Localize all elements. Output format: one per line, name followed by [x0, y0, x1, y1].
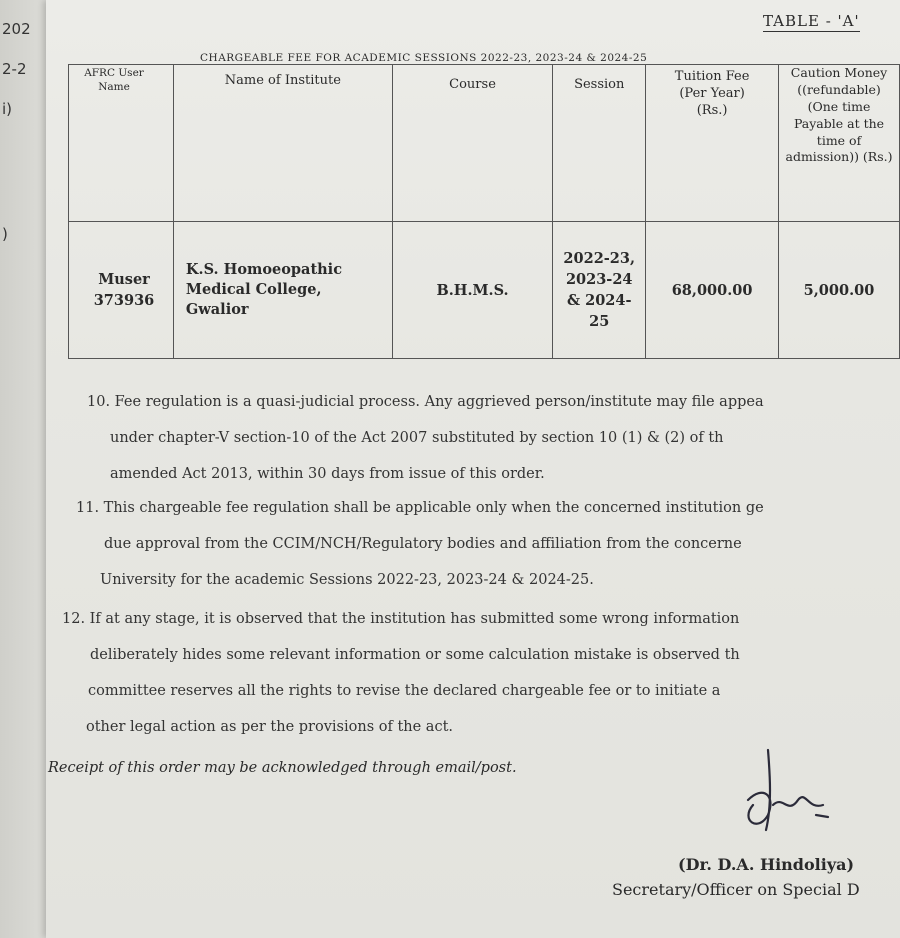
margin-fragment: 2-2	[2, 60, 27, 78]
signature-mark	[728, 745, 838, 855]
cell-afrc-user-name: Muser 373936	[69, 222, 174, 359]
fee-table	[68, 64, 900, 359]
header-session: Session	[553, 65, 646, 222]
header-tuition-fee: Tuition Fee (Per Year) (Rs.)	[646, 65, 779, 222]
margin-strip	[0, 0, 46, 938]
table-caption: CHARGEABLE FEE FOR ACADEMIC SESSIONS 2022-23, 2023-24 & 2024-25	[200, 52, 648, 64]
margin-fragment: )	[2, 225, 8, 243]
cell-session: 2022-23, 2023-24 & 2024-25	[553, 222, 646, 359]
signer-title: Secretary/Officer on Special D	[612, 880, 860, 899]
paragraph-line: due approval from the CCIM/NCH/Regulatory bodies and affiliation from the concerne	[104, 536, 742, 552]
fee-table-row	[69, 222, 900, 359]
paragraph-line: 10. Fee regulation is a quasi-judicial process. Any aggrieved person/institute may file appea	[87, 394, 764, 410]
paragraph-line: under chapter-V section-10 of the Act 2007 substituted by section 10 (1) & (2) of th	[110, 430, 724, 446]
header-afrc-user-name: AFRC User Name	[69, 65, 174, 222]
paragraph-line: 12. If at any stage, it is observed that the institution has submitted some wrong information	[62, 611, 740, 627]
paragraph-line: 11. This chargeable fee regulation shall be applicable only when the concerned institution ge	[76, 500, 764, 516]
fee-table-header-row	[69, 65, 900, 222]
paragraph-11	[76, 490, 764, 598]
paragraph-12	[62, 601, 740, 745]
cell-institute: K.S. Homoeopathic Medical College, Gwalior	[173, 222, 392, 359]
paragraph-line: other legal action as per the provisions of the act.	[86, 719, 454, 735]
margin-fragment: i)	[2, 100, 13, 118]
receipt-note: Receipt of this order may be acknowledged through email/post.	[48, 760, 517, 776]
paragraph-line: deliberately hides some relevant information or some calculation mistake is observed th	[90, 647, 740, 663]
header-institute: Name of Institute	[173, 65, 392, 222]
header-course: Course	[392, 65, 553, 222]
paragraph-10	[87, 384, 764, 492]
paragraph-line: amended Act 2013, within 30 days from issue of this order.	[110, 466, 545, 482]
paragraph-line: committee reserves all the rights to revise the declared chargeable fee or to initiate a	[88, 683, 721, 699]
cell-course: B.H.M.S.	[392, 222, 553, 359]
header-caution-money: Caution Money ((refundable) (One time Payable at the time of admission)) (Rs.)	[779, 65, 900, 222]
margin-fragment: 202	[2, 20, 31, 38]
cell-caution-money: 5,000.00	[779, 222, 900, 359]
paragraph-line: University for the academic Sessions 2022-23, 2023-24 & 2024-25.	[100, 572, 594, 588]
signer-name: (Dr. D.A. Hindoliya)	[678, 855, 855, 874]
cell-tuition-fee: 68,000.00	[646, 222, 779, 359]
table-tag: TABLE - 'A'	[763, 12, 860, 30]
